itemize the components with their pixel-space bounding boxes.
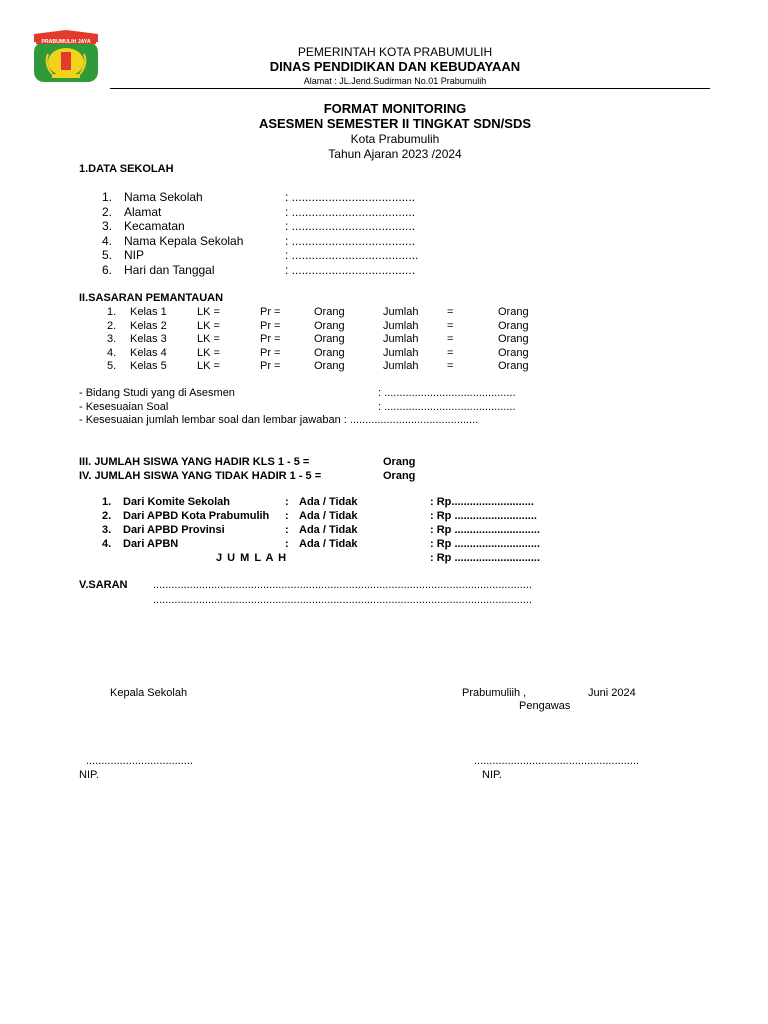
left-sign-title: Kepala Sekolah	[110, 687, 188, 699]
doc-city: Kota Prabumulih	[350, 132, 440, 146]
doc-subtitle: ASESMEN SEMESTER II TINGKAT SDN/SDS	[258, 116, 532, 131]
funding-colon: :	[285, 524, 289, 536]
table-cell-orang2: Orang	[498, 333, 529, 346]
field-label: Nama Sekolah	[124, 190, 203, 204]
funding-total-label: J U M L A H	[216, 552, 288, 564]
sign-date: Juni 2024	[588, 687, 636, 699]
table-cell-lk: LK =	[197, 360, 220, 373]
table-cell-eq: =	[447, 346, 454, 359]
field-value: : .....................................	[285, 190, 416, 204]
table-cell-kelas: Kelas 1	[130, 306, 167, 318]
right-sign-dots: ......................................................	[474, 755, 640, 767]
list-number: 1.	[102, 190, 113, 204]
present-students-unit: Orang	[383, 456, 416, 468]
header-line2: DINAS PENDIDIKAN DAN KEBUDAYAAN	[269, 59, 521, 74]
right-nip: NIP.	[482, 769, 502, 781]
funding-source: Dari APBN	[123, 538, 179, 550]
list-number: 6.	[102, 263, 113, 277]
left-sign-dots: ...................................	[86, 755, 193, 767]
table-cell-pr: Pr =	[260, 306, 281, 318]
table-cell-pr: Pr =	[260, 319, 281, 332]
list-number: 4.	[102, 233, 113, 248]
table-cell-num: 5.	[107, 360, 117, 373]
city-logo	[30, 28, 102, 90]
table-cell-eq: =	[447, 360, 454, 373]
list-number: 5.	[102, 248, 113, 263]
field-value: : .....................................	[285, 263, 416, 277]
list-number: 3.	[102, 219, 113, 234]
check-value: : ...........................................	[378, 387, 516, 399]
funding-number: 3.	[102, 524, 112, 536]
field-label: Hari dan Tanggal	[124, 263, 215, 277]
check-label: - Kesesuaian Soal	[79, 400, 169, 413]
table-cell-lk: LK =	[197, 319, 220, 332]
present-students-label: III. JUMLAH SISWA YANG HADIR KLS 1 - 5 =	[79, 456, 310, 468]
logo-text: PRABUMULIH JAYA	[41, 39, 91, 45]
table-cell-orang2: Orang	[498, 319, 529, 332]
field-label: Kecamatan	[124, 219, 185, 234]
table-cell-pr: Pr =	[260, 346, 281, 359]
right-sign-title: Pengawas	[519, 700, 571, 712]
funding-number: 4.	[102, 538, 112, 550]
table-cell-orang2: Orang	[498, 360, 529, 373]
table-cell-kelas: Kelas 4	[130, 346, 167, 359]
funding-source: Dari APBD Kota Prabumulih	[123, 510, 270, 522]
table-cell-lk: LK =	[197, 346, 220, 359]
logo-base	[52, 74, 80, 78]
table-cell-orang1: Orang	[314, 333, 345, 346]
saran-label: V.SARAN	[79, 579, 128, 591]
header-divider	[110, 88, 710, 89]
table-cell-pr: Pr =	[260, 333, 281, 346]
funding-amount: : Rp ............................	[430, 538, 541, 550]
table-cell-kelas: Kelas 5	[130, 360, 167, 373]
table-cell-num: 3.	[107, 333, 117, 346]
absent-students-unit: Orang	[383, 470, 416, 482]
funding-colon: :	[285, 510, 289, 522]
funding-source: Dari Komite Sekolah	[123, 496, 230, 508]
table-cell-orang2: Orang	[498, 346, 529, 359]
table-cell-lk: LK =	[197, 333, 220, 346]
doc-year: Tahun Ajaran 2023 /2024	[328, 147, 462, 161]
field-value: : .....................................	[285, 204, 416, 219]
funding-choice: Ada / Tidak	[299, 538, 358, 550]
table-cell-jumlah: Jumlah	[383, 333, 419, 346]
table-cell-orang1: Orang	[314, 319, 345, 332]
table-cell-kelas: Kelas 3	[130, 333, 167, 346]
section2-heading: II.SASARAN PEMANTAUAN	[79, 292, 224, 304]
field-value: : ......................................	[285, 248, 419, 263]
doc-title: FORMAT MONITORING	[323, 101, 467, 116]
funding-source: Dari APBD Provinsi	[123, 524, 225, 536]
table-cell-eq: =	[447, 333, 454, 346]
funding-choice: Ada / Tidak	[299, 510, 358, 522]
table-cell-jumlah: Jumlah	[383, 306, 419, 318]
funding-number: 2.	[102, 510, 112, 522]
field-value: : .....................................	[285, 219, 416, 234]
funding-amount: : Rp ...........................	[430, 510, 537, 522]
left-nip: NIP.	[79, 769, 99, 781]
check-label: - Kesesuaian jumlah lembar soal dan lembar jawaban : ..........................................	[79, 414, 479, 427]
list-number: 2.	[102, 204, 113, 219]
funding-amount: : Rp ............................	[430, 524, 541, 536]
table-cell-orang2: Orang	[498, 306, 529, 318]
field-label: Alamat	[124, 204, 162, 219]
table-cell-kelas: Kelas 2	[130, 319, 167, 332]
funding-choice: Ada / Tidak	[299, 524, 358, 536]
section1-heading: 1.DATA SEKOLAH	[79, 163, 174, 175]
table-cell-orang1: Orang	[314, 306, 345, 318]
field-value: : .....................................	[285, 233, 416, 248]
table-cell-jumlah: Jumlah	[383, 346, 419, 359]
funding-choice: Ada / Tidak	[299, 496, 358, 508]
saran-line1: ............................................................................................................................	[153, 579, 532, 591]
table-cell-orang1: Orang	[314, 346, 345, 359]
header-line1: PEMERINTAH KOTA PRABUMULIH	[297, 45, 493, 59]
funding-amount: : Rp...........................	[430, 496, 534, 508]
funding-colon: :	[285, 496, 289, 508]
table-cell-jumlah: Jumlah	[383, 319, 419, 332]
table-cell-eq: =	[447, 306, 454, 318]
table-cell-num: 4.	[107, 346, 117, 359]
absent-students-label: IV. JUMLAH SISWA YANG TIDAK HADIR 1 - 5 =	[79, 470, 322, 482]
header-address: Alamat : JL.Jend.Sudirman No.01 Prabumulih	[303, 76, 487, 86]
table-cell-jumlah: Jumlah	[383, 360, 419, 373]
field-label: Nama Kepala Sekolah	[124, 233, 244, 248]
table-cell-orang1: Orang	[314, 360, 345, 373]
funding-total-value: : Rp ............................	[430, 552, 541, 564]
field-label: NIP	[124, 248, 145, 263]
check-value: : ...........................................	[378, 400, 516, 413]
check-label: - Bidang Studi yang di Asesmen	[79, 387, 235, 399]
sign-place: Prabumuliih ,	[462, 687, 527, 699]
saran-line2: ............................................................................................................................	[153, 594, 532, 606]
funding-number: 1.	[102, 496, 112, 508]
table-cell-eq: =	[447, 319, 454, 332]
table-cell-num: 1.	[107, 306, 117, 318]
table-cell-lk: LK =	[197, 306, 220, 318]
logo-tower	[61, 52, 71, 70]
table-cell-num: 2.	[107, 319, 117, 332]
table-cell-pr: Pr =	[260, 360, 281, 373]
funding-colon: :	[285, 538, 289, 550]
